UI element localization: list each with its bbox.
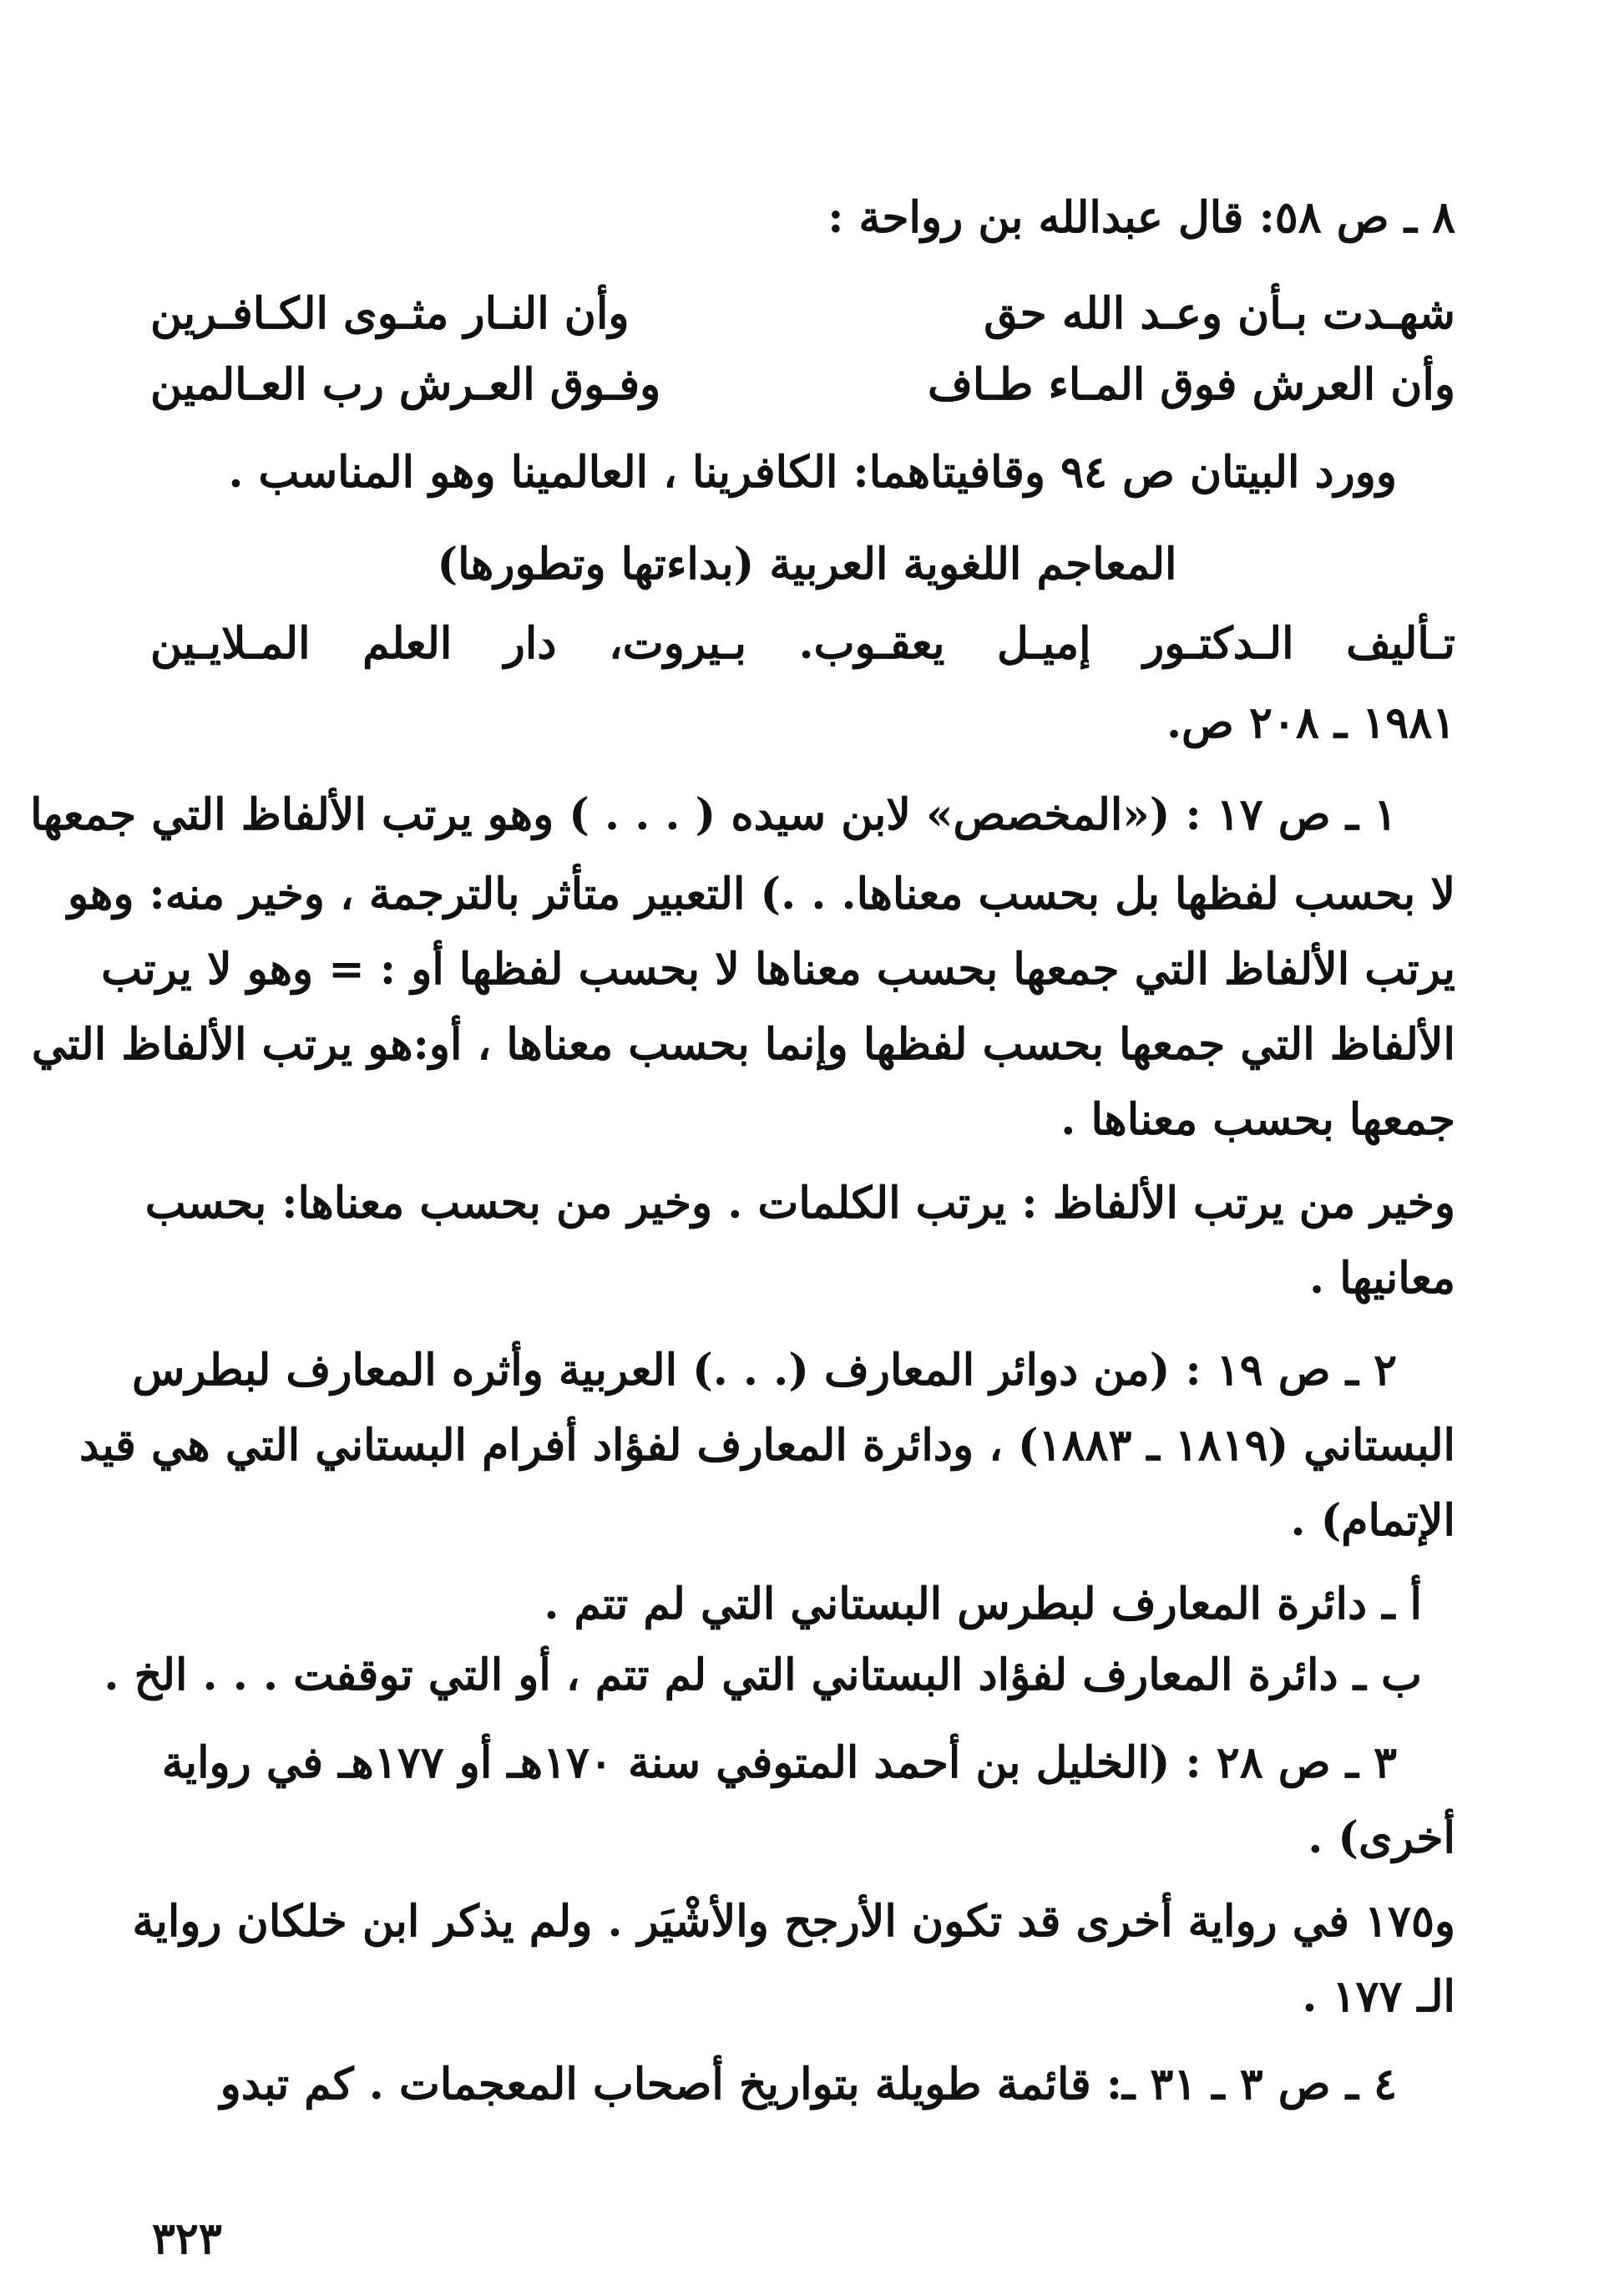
item3-extra-line-2: الـ ١٧٧ . <box>1302 1971 1455 2022</box>
book-info-line-1: تـأليف الـدكتـور إميـل يعقـوب. بـيروت، دار العلم المـلايـين <box>150 618 1455 669</box>
item1-line-2: لا بحسب لفظها بل بحسب معناها. . .) التعبير متأثر بالترجمة ، وخير منه: وهو <box>68 869 1455 920</box>
item4-line-1: ٤ ـ ص ٣ ـ ٣١ ـ: قائمة طويلة بتواريخ أصحاب المعجمات . كم تبدو <box>220 2059 1397 2110</box>
item2-sub-a: أ ـ دائرة المعارف لبطرس البستاني التي لم تتم . <box>544 1579 1422 1630</box>
verse-line-1 <box>150 288 1455 339</box>
verse-line-2 <box>150 359 1455 410</box>
item1-line-1: ١ ـ ص ١٧ : («المخصص» لابن سيده ( . . . ) وهو يرتب الألفاظ التي جمعها <box>30 789 1397 840</box>
verse-2-hemistich-left: وفـوق العـرش رب العـالمين <box>150 359 661 410</box>
item2-line-2: البستاني (١٨١٩ ـ ١٨٨٣) ، ودائرة المعارف لفؤاد أفرام البستاني التي هي قيد <box>79 1420 1455 1471</box>
item2-sub-b: ب ـ دائرة المعارف لفؤاد البستاني التي لم تتم ، أو التي توقفت . . . الخ . <box>104 1650 1422 1700</box>
item1-line-3: يرتب الألفاظ التي جمعها بحسب معناها لا بحسب لفظها أو : = وهو لا يرتب <box>101 944 1455 995</box>
verse-1-hemistich-right: شهـدت بـأن وعـد الله حق <box>984 288 1455 339</box>
item1-extra-line-1: وخير من يرتب الألفاظ : يرتب الكلمات . وخير من بحسب معناها: بحسب <box>144 1178 1455 1229</box>
item2-line-1: ٢ ـ ص ١٩ : (من دوائر المعارف (. . .) العربية وأثره المعارف لبطرس <box>131 1345 1397 1396</box>
book-info-line-2: ١٩٨١ ـ ٢٠٨ ص. <box>1166 697 1455 748</box>
book-title: المعاجم اللغوية العربية (بداءتها وتطورها) <box>437 539 1177 590</box>
item3-line-1: ٣ ـ ص ٢٨ : (الخليل بن أحمد المتوفي سنة ١٧٠هـ أو ١٧٧هـ في رواية <box>161 1737 1397 1788</box>
section-heading: ٨ ـ ص ٥٨: قال عبدالله بن رواحة : <box>827 192 1455 243</box>
verse-1-hemistich-left: وأن النـار مثـوى الكـافـرين <box>150 288 630 339</box>
item1-line-4: الألفاظ التي جمعها بحسب لفظها وإنما بحسب معناها ، أو:هو يرتب الألفاظ التي <box>31 1019 1455 1070</box>
item1-line-5: جمعها بحسب معناها . <box>1060 1094 1455 1145</box>
verse-note: وورد البيتان ص ٩٤ وقافيتاهما: الكافرينا ، العالمينا وهو المناسب . <box>228 447 1397 498</box>
page-number: ٣٢٣ <box>152 2213 222 2264</box>
item2-line-3: الإتمام) . <box>1290 1495 1455 1546</box>
item3-line-2: أخرى) . <box>1308 1812 1455 1863</box>
item3-extra-line-1: و١٧٥ في رواية أخرى قد تكون الأرجح والأشْيَر . ولم يذكر ابن خلكان رواية <box>132 1896 1455 1947</box>
verse-2-hemistich-right: وأن العرش فوق المـاء طـاف <box>927 359 1455 410</box>
item1-extra-line-2: معانيها . <box>1309 1253 1455 1304</box>
